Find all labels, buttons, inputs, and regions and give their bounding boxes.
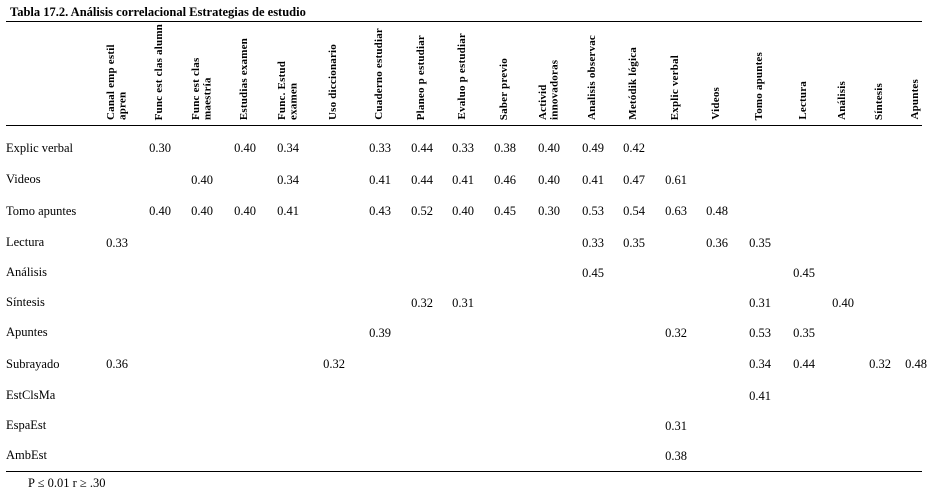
cell: 0.33 [369, 141, 391, 155]
cell: 0.30 [538, 204, 560, 218]
cell [736, 441, 784, 471]
table-footnote: P ≤ 0.01 r ≥ .30 [28, 476, 106, 490]
cell: 0.48 [706, 204, 728, 218]
cell: 0.45 [793, 265, 815, 280]
cell: 0.41 [582, 172, 604, 187]
cell [572, 288, 614, 318]
cell: 0.30 [149, 141, 171, 155]
cell [824, 258, 862, 288]
column-header-explic-verbal: Explic verbal [669, 54, 682, 120]
cell: 0.49 [582, 141, 604, 155]
cell [614, 441, 654, 471]
cell [784, 411, 824, 441]
cell [140, 381, 180, 411]
cell [358, 381, 402, 411]
cell: 0.32 [869, 357, 891, 371]
cell [698, 258, 736, 288]
cell [698, 411, 736, 441]
cell [526, 318, 572, 348]
cell [140, 318, 180, 348]
table-row [6, 288, 928, 318]
cell [402, 411, 442, 441]
table-row [6, 165, 928, 195]
cell: 0.45 [582, 265, 604, 280]
cell: 0.40 [191, 172, 213, 187]
cell [94, 258, 140, 288]
table-row [6, 195, 928, 228]
cell: 0.41 [369, 172, 391, 187]
cell [266, 411, 310, 441]
cell [526, 381, 572, 411]
cell [784, 441, 824, 471]
cell: 0.32 [323, 357, 345, 371]
cell [736, 195, 784, 228]
cell [140, 441, 180, 471]
column-header-func-estud-examen: Func. Estud examen [275, 60, 299, 120]
cell [484, 381, 526, 411]
cell: 0.40 [234, 204, 256, 218]
cell [310, 288, 358, 318]
cell [266, 318, 310, 348]
cell: 0.32 [665, 325, 687, 340]
cell: 0.38 [494, 141, 516, 155]
cell [572, 318, 614, 348]
cell: 0.44 [411, 141, 433, 155]
column-header-planeo-p-estudiar: Planeo p estudiar [415, 34, 428, 120]
column-header-videos: Videos [710, 87, 723, 120]
cell: 0.44 [411, 172, 433, 187]
cell [310, 411, 358, 441]
cell [784, 288, 824, 318]
cell [484, 441, 526, 471]
row-label-estclsma: EstClsMa [6, 388, 56, 403]
cell [654, 132, 698, 165]
cell [140, 348, 180, 381]
cell [224, 381, 266, 411]
cell [224, 288, 266, 318]
cell: 0.40 [832, 295, 854, 310]
cell [266, 381, 310, 411]
cell [862, 228, 898, 258]
cell [862, 132, 898, 165]
table-row [6, 318, 928, 348]
cell: 0.35 [749, 235, 771, 250]
column-header-uso-diccionario: Uso diccionario [327, 43, 340, 120]
cell [402, 258, 442, 288]
cell: 0.38 [665, 448, 687, 463]
cell [310, 228, 358, 258]
table-row [6, 441, 928, 471]
row-label-subrayado: Subrayado [6, 356, 60, 371]
cell [358, 288, 402, 318]
cell: 0.41 [452, 172, 474, 187]
cell [654, 228, 698, 258]
cell [94, 165, 140, 195]
cell [614, 288, 654, 318]
cell: 0.31 [749, 295, 771, 310]
cell: 0.40 [234, 141, 256, 155]
column-header-analisis-observac: Analisis observac [586, 35, 599, 120]
cell [224, 318, 266, 348]
column-header-activid-innovadoras: Activid innovadoras [536, 59, 560, 120]
cell [442, 258, 484, 288]
cell [180, 132, 224, 165]
cell: 0.46 [494, 172, 516, 187]
cell [698, 165, 736, 195]
cell [824, 195, 862, 228]
cell: 0.47 [623, 172, 645, 187]
cell [698, 318, 736, 348]
cell [736, 132, 784, 165]
cell [442, 318, 484, 348]
column-header-apuntes: Apuntes [909, 79, 922, 120]
cell: 0.36 [706, 235, 728, 250]
table-row [6, 132, 928, 165]
cell [402, 228, 442, 258]
cell [526, 348, 572, 381]
cell [180, 348, 224, 381]
cell [310, 132, 358, 165]
cell: 0.39 [369, 325, 391, 340]
cell: 0.35 [793, 325, 815, 340]
cell [898, 441, 928, 471]
cell [898, 132, 928, 165]
cell [824, 318, 862, 348]
cell [266, 258, 310, 288]
cell [898, 288, 928, 318]
row-label-ambest: AmbEst [6, 448, 47, 463]
cell [572, 411, 614, 441]
cell [784, 132, 824, 165]
cell: 0.40 [452, 204, 474, 218]
cell [898, 381, 928, 411]
cell [736, 258, 784, 288]
column-header-lectura: Lectura [797, 81, 810, 120]
cell [862, 441, 898, 471]
cell [94, 132, 140, 165]
header-corner-cell [6, 22, 94, 125]
cell [358, 348, 402, 381]
cell [654, 288, 698, 318]
cell: 0.32 [411, 295, 433, 310]
cell [402, 348, 442, 381]
cell: 0.34 [749, 357, 771, 371]
cell [698, 288, 736, 318]
cell: 0.43 [369, 204, 391, 218]
cell [224, 165, 266, 195]
column-header-func-est-clas-maestria: Func est clas maestría [189, 57, 213, 120]
cell: 0.41 [277, 204, 299, 218]
cell [180, 411, 224, 441]
cell [310, 258, 358, 288]
cell [266, 288, 310, 318]
row-label-sintesis: Síntesis [6, 295, 45, 310]
cell [526, 258, 572, 288]
cell [484, 258, 526, 288]
cell [862, 165, 898, 195]
cell [180, 318, 224, 348]
cell [526, 411, 572, 441]
cell: 0.40 [149, 204, 171, 218]
cell [898, 228, 928, 258]
cell [266, 348, 310, 381]
cell: 0.52 [411, 204, 433, 218]
cell: 0.44 [793, 357, 815, 371]
cell [140, 258, 180, 288]
cell [94, 441, 140, 471]
cell [94, 288, 140, 318]
cell [224, 348, 266, 381]
row-label-tomo-apuntes: Tomo apuntes [6, 203, 77, 218]
cell [898, 195, 928, 228]
cell [862, 258, 898, 288]
cell [442, 348, 484, 381]
cell: 0.33 [582, 235, 604, 250]
cell [526, 288, 572, 318]
table-header-row [6, 22, 928, 125]
cell: 0.31 [452, 295, 474, 310]
cell [824, 165, 862, 195]
table-row [6, 411, 928, 441]
cell [484, 228, 526, 258]
cell [862, 318, 898, 348]
cell [572, 381, 614, 411]
row-label-analisis: Análisis [6, 265, 47, 280]
cell: 0.54 [623, 204, 645, 218]
cell [484, 348, 526, 381]
cell [862, 411, 898, 441]
row-label-apuntes: Apuntes [6, 325, 48, 340]
cell [140, 165, 180, 195]
cell [224, 258, 266, 288]
cell [698, 132, 736, 165]
cell [180, 228, 224, 258]
cell [358, 411, 402, 441]
row-label-espaest: EspaEst [6, 418, 47, 433]
cell [442, 381, 484, 411]
cell: 0.42 [623, 141, 645, 155]
table-caption: Tabla 17.2. Análisis correlacional Estrategias de estudio [10, 5, 306, 19]
cell [224, 441, 266, 471]
column-header-analisis: Análisis [836, 81, 849, 120]
cell: 0.61 [665, 172, 687, 187]
cell: 0.33 [452, 141, 474, 155]
correlation-table-body [6, 126, 928, 471]
cell [180, 381, 224, 411]
column-header-cuaderno-estudiar: Cuaderno estudiar [373, 28, 386, 120]
cell: 0.40 [538, 141, 560, 155]
cell [614, 381, 654, 411]
cell [358, 258, 402, 288]
column-header-canal-emp-estil-apren: Canal emp estil apren [104, 44, 128, 120]
cell: 0.40 [538, 172, 560, 187]
cell: 0.34 [277, 172, 299, 187]
cell [402, 318, 442, 348]
cell [94, 195, 140, 228]
cell [614, 318, 654, 348]
cell: 0.53 [749, 325, 771, 340]
cell [180, 258, 224, 288]
cell [442, 411, 484, 441]
cell [698, 381, 736, 411]
cell [736, 165, 784, 195]
cell [654, 381, 698, 411]
cell: 0.34 [277, 141, 299, 155]
cell: 0.63 [665, 204, 687, 218]
cell [614, 411, 654, 441]
cell [526, 441, 572, 471]
cell: 0.45 [494, 204, 516, 218]
cell [862, 195, 898, 228]
cell [180, 441, 224, 471]
cell [94, 318, 140, 348]
cell [824, 228, 862, 258]
cell [824, 348, 862, 381]
cell [572, 441, 614, 471]
cell [140, 228, 180, 258]
cell [484, 288, 526, 318]
cell: 0.35 [623, 235, 645, 250]
cell [310, 441, 358, 471]
cell [614, 258, 654, 288]
cell [698, 348, 736, 381]
cell [224, 411, 266, 441]
cell [442, 441, 484, 471]
table-row [6, 348, 928, 381]
cell [898, 258, 928, 288]
cell [484, 411, 526, 441]
column-header-func-est-clas-alumn: Func est clas alumn [153, 23, 166, 120]
cell [94, 411, 140, 441]
cell [484, 318, 526, 348]
cell [784, 195, 824, 228]
cell [224, 228, 266, 258]
cell [698, 441, 736, 471]
cell: 0.48 [905, 357, 927, 371]
column-header-sintesis: Síntesis [873, 82, 886, 120]
cell [526, 228, 572, 258]
cell [266, 441, 310, 471]
cell [94, 381, 140, 411]
cell: 0.40 [191, 204, 213, 218]
row-label-videos: Videos [6, 172, 41, 187]
cell: 0.33 [106, 235, 128, 250]
table-row [6, 228, 928, 258]
cell [310, 318, 358, 348]
cell [358, 441, 402, 471]
cell [824, 411, 862, 441]
cell [862, 288, 898, 318]
table-row [6, 381, 928, 411]
cell [140, 411, 180, 441]
column-header-tomo-apuntes: Tomo apuntes [753, 51, 766, 120]
cell: 0.31 [665, 418, 687, 433]
cell [862, 381, 898, 411]
cell [824, 441, 862, 471]
correlation-table [6, 22, 928, 125]
cell [442, 228, 484, 258]
cell [736, 411, 784, 441]
column-header-metodik-logica: Metódik lógica [627, 47, 640, 120]
column-header-estudias-examen: Estudias examen [238, 37, 251, 120]
row-label-lectura: Lectura [6, 235, 45, 250]
cell: 0.53 [582, 204, 604, 218]
cell [140, 288, 180, 318]
cell [402, 441, 442, 471]
column-header-evaluo-p-estudiar: Evaluo p estudiar [456, 33, 469, 120]
cell [654, 258, 698, 288]
cell [898, 165, 928, 195]
cell [898, 318, 928, 348]
cell [266, 228, 310, 258]
cell [402, 381, 442, 411]
row-label-explic-verbal: Explic verbal [6, 140, 73, 155]
cell [310, 381, 358, 411]
cell [310, 165, 358, 195]
cell [824, 381, 862, 411]
cell [784, 381, 824, 411]
cell [310, 195, 358, 228]
cell [898, 411, 928, 441]
cell [358, 228, 402, 258]
table-row [6, 258, 928, 288]
cell [654, 348, 698, 381]
cell: 0.41 [749, 388, 771, 403]
cell [784, 228, 824, 258]
column-header-saber-previo: Saber previo [498, 57, 511, 120]
cell [572, 348, 614, 381]
cell: 0.36 [106, 357, 128, 371]
cell [784, 165, 824, 195]
cell [180, 288, 224, 318]
cell [824, 132, 862, 165]
cell [614, 348, 654, 381]
